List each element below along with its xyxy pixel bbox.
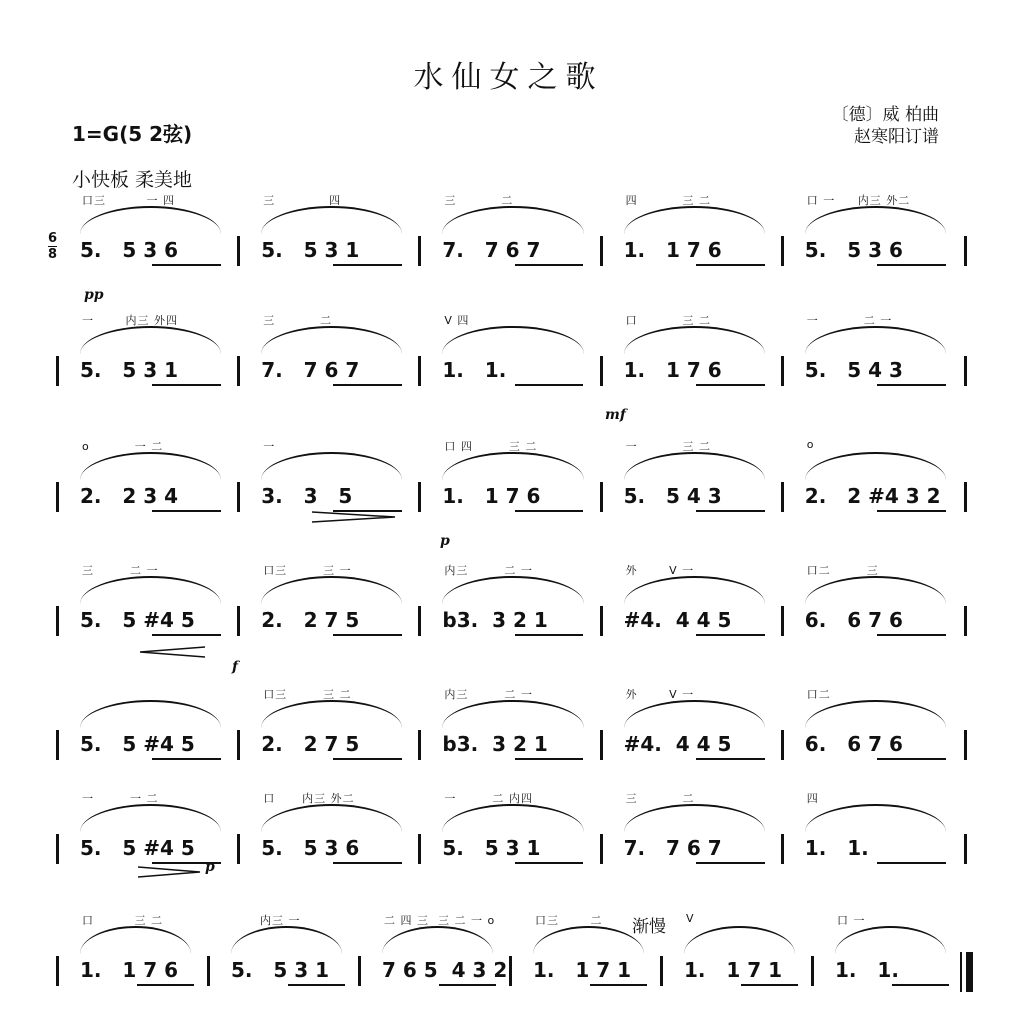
slur [80,452,221,480]
measure-notes: 5. 5 3 1 [231,958,330,982]
fingering-marks: 三 四 [263,194,342,207]
slur [805,576,946,604]
slur [80,926,191,954]
fingering-marks: 口三 三 一 [263,564,352,577]
slur [805,700,946,728]
measure-notes: 7 6 5 4 3 2 [382,958,508,982]
slur [624,326,765,354]
slur [80,804,221,832]
slur [805,206,946,234]
slur [261,452,402,480]
slur [261,804,402,832]
beam-underline [515,264,584,266]
staff-system [0,312,1017,422]
barline [600,356,603,386]
beam-underline [696,384,765,386]
slur [382,926,493,954]
slur [442,326,583,354]
dynamic-marking: mf [605,407,626,423]
fingering-marks: 四 [806,792,819,805]
measure-notes: 5. 5 3 1 [261,238,360,262]
beam-underline [439,984,496,986]
beam-underline [515,862,584,864]
fingering-marks: 口 四 三 二 [444,440,538,453]
fingering-marks: 口二 三 [806,564,879,577]
beam-underline [892,984,949,986]
beam-underline [590,984,647,986]
ts-bottom: 8 [48,247,58,262]
measure [783,312,964,422]
slur [442,576,583,604]
slur [80,576,221,604]
measure [602,192,783,302]
barline [781,730,784,760]
slur [261,576,402,604]
measure-notes: 7. 7 6 7 [442,238,541,262]
fingering-marks: 三 二 [263,314,333,327]
measure-notes: 5. 5 3 6 [261,836,360,860]
fingering-marks: 一 二 内四 [444,792,533,805]
slur [442,206,583,234]
measure [58,192,239,302]
fingering-marks: 一 内三 外四 [82,314,178,327]
measure [58,312,239,422]
fingering-marks: o 一 二 [82,440,164,453]
measure-notes: 3. 3 5 [261,484,353,508]
fingering-marks: 口三 二 [535,914,603,927]
barline [964,482,967,512]
slur [231,926,342,954]
measure-notes: 5. 5 #4 5 [80,732,195,756]
barline [781,356,784,386]
barline [237,834,240,864]
beam-underline [333,758,402,760]
staff-system [0,192,1017,302]
barline [418,236,421,266]
barline [237,482,240,512]
final-barline-thick [966,952,973,992]
measure-notes: 5. 5 3 1 [80,358,179,382]
barline [56,834,59,864]
measure-notes: 1. 1. [442,358,507,382]
barline [811,956,814,986]
slur [533,926,644,954]
slur [624,700,765,728]
piece-title: 水仙女之歌 [413,60,604,95]
slur [442,804,583,832]
barline [600,834,603,864]
barline [418,606,421,636]
barline [781,606,784,636]
beam-underline [696,510,765,512]
beam-underline [877,264,946,266]
beam-underline [877,510,946,512]
slur [80,700,221,728]
decrescendo-hairpin [312,510,399,524]
barline [660,956,663,986]
beam-underline [696,862,765,864]
measure [360,912,511,1022]
measure [239,686,420,796]
barline [964,606,967,636]
measure [239,562,420,672]
staff-system [0,790,1017,900]
slur [80,326,221,354]
measure-notes: 1. 1. [835,958,899,982]
fingering-marks: 内三 二 一 [444,688,533,701]
measure [783,562,964,672]
fingering-marks: 内三 一 [233,914,301,927]
slur [835,926,946,954]
measure-notes: b3. 3 2 1 [442,608,548,632]
tempo-marking: 小快板 柔美地 [72,169,193,191]
measure-notes: 1. 1 7 1 [533,958,632,982]
barline [207,956,210,986]
measure [602,312,783,422]
measure [420,562,601,672]
measure-notes: 5. 5 #4 5 [80,836,195,860]
fingering-marks: 外 V 一 [625,564,695,577]
measure-notes: 2. 2 #4 3 2 [804,484,941,508]
measure-notes: 5. 5 3 6 [80,238,179,262]
barline [56,606,59,636]
measure-notes: 2. 2 7 5 [261,608,360,632]
fingering-marks: V 四 [444,314,470,327]
measure [783,686,964,796]
beam-underline [333,264,402,266]
time-signature [48,232,57,261]
measure-notes: 1. 1. [804,836,869,860]
slur [261,326,402,354]
dynamic-marking: f [232,659,239,675]
composer-credit [832,104,939,148]
measure [420,438,601,548]
measure [602,790,783,900]
fingering-marks: 三 二 [625,792,695,805]
staff-system [0,686,1017,796]
measure [420,686,601,796]
slur [261,206,402,234]
fingering-marks: V [686,912,695,925]
measure-notes: 5. 5 3 6 [804,238,903,262]
barline [781,236,784,266]
staff-system [0,912,1017,1022]
beam-underline [696,758,765,760]
staff-system [0,438,1017,548]
slur [684,926,795,954]
fingering-marks: 二 四 三 三 二 一 o [384,914,496,927]
fingering-marks: 口 三 二 [625,314,712,327]
beam-underline [696,264,765,266]
fingering-marks: 内三 二 一 [444,564,533,577]
dynamic-marking: p [205,859,215,875]
barline [964,834,967,864]
measure-notes: 7. 7 6 7 [623,836,722,860]
measure-notes: 6. 6 7 6 [804,732,903,756]
barline [964,236,967,266]
slur [624,804,765,832]
barline [509,956,512,986]
fingering-marks: 一 [263,440,276,453]
measure-notes: 2. 2 3 4 [80,484,179,508]
measure-notes: 5. 5 #4 5 [80,608,195,632]
measure-notes: b3. 3 2 1 [442,732,548,756]
beam-underline [877,758,946,760]
composer-line: 〔德〕威 柏曲 [831,105,939,125]
dynamic-marking: pp [84,287,104,303]
beam-underline [152,634,221,636]
slur [624,452,765,480]
measure [58,912,209,1022]
fingering-marks: 一 三 二 [625,440,712,453]
measure [58,438,239,548]
measure-notes: 5. 5 3 1 [442,836,541,860]
beam-underline [741,984,798,986]
beam-underline [333,862,402,864]
barline [600,482,603,512]
crescendo-hairpin [140,645,209,659]
beam-underline [877,862,946,864]
barline [56,356,59,386]
fingering-marks: 口 三 二 [82,914,163,927]
measure [420,790,601,900]
barline [964,356,967,386]
beam-underline [696,634,765,636]
measure [602,438,783,548]
fingering-marks: 口二 [806,688,831,701]
barline [418,730,421,760]
measure-notes: #4. 4 4 5 [623,732,732,756]
decrescendo-hairpin [138,865,204,879]
tempo-change: 渐慢 [632,917,666,937]
measure [420,192,601,302]
measure [420,312,601,422]
barline [418,834,421,864]
fingering-marks: 口 一 [837,914,866,927]
measure [602,686,783,796]
final-barline-thin [960,952,962,992]
measure [783,438,964,548]
measure-notes: 2. 2 7 5 [261,732,360,756]
measure [239,790,420,900]
barline [237,730,240,760]
fingering-marks: 一 一 二 [82,792,159,805]
measure [239,192,420,302]
beam-underline [152,510,221,512]
fingering-marks: 三 二 [444,194,514,207]
measure-notes: 1. 1 7 6 [442,484,541,508]
measure-notes: 1. 1 7 6 [623,358,722,382]
measure [239,312,420,422]
beam-underline [515,384,584,386]
barline [781,834,784,864]
barline [237,356,240,386]
barline [358,956,361,986]
fingering-marks: 外 V 一 [625,688,695,701]
slur [442,700,583,728]
barline [781,482,784,512]
slur [80,206,221,234]
measure-notes: #4. 4 4 5 [623,608,732,632]
measure-notes: 5. 5 4 3 [623,484,722,508]
ts-top: 6 [48,231,58,246]
fingering-marks: o [806,438,815,451]
beam-underline [137,984,194,986]
beam-underline [877,384,946,386]
arranger-line: 赵寒阳订谱 [854,127,939,147]
fingering-marks: 口 一 内三 外二 [806,194,911,207]
beam-underline [333,634,402,636]
slur [442,452,583,480]
dynamic-marking: p [440,533,450,549]
slur [805,326,946,354]
fingering-marks: 口三 三 二 [263,688,352,701]
fingering-marks: 口 内三 外二 [263,792,355,805]
beam-underline [515,510,584,512]
fingering-marks: 四 三 二 [625,194,712,207]
fingering-marks: 口三 一 四 [82,194,175,207]
barline [964,730,967,760]
beam-underline [515,758,584,760]
barline [600,730,603,760]
measure [783,192,964,302]
measure-notes: 5. 5 4 3 [804,358,903,382]
measure [813,912,964,1022]
barline [237,236,240,266]
barline [418,482,421,512]
measure-notes: 6. 6 7 6 [804,608,903,632]
beam-underline [152,384,221,386]
beam-underline [877,634,946,636]
measure [662,912,813,1022]
measure [783,790,964,900]
beam-underline [152,264,221,266]
barline [56,730,59,760]
fingering-marks: 三 二 一 [82,564,159,577]
barline [56,956,59,986]
measure [209,912,360,1022]
barline [600,606,603,636]
beam-underline [288,984,345,986]
measure [239,438,420,548]
measure [58,790,239,900]
fingering-marks: 一 二 一 [806,314,893,327]
measure [602,562,783,672]
slur [805,804,946,832]
beam-underline [152,758,221,760]
key-signature: 1=G(5 2弦) [72,122,193,146]
barline [237,606,240,636]
barline [418,356,421,386]
measure-notes: 7. 7 6 7 [261,358,360,382]
slur [805,452,946,480]
barline [600,236,603,266]
slur [624,206,765,234]
measure-notes: 1. 1 7 6 [80,958,179,982]
slur [261,700,402,728]
measure-notes: 1. 1 7 1 [684,958,783,982]
beam-underline [333,384,402,386]
measure [58,686,239,796]
slur [624,576,765,604]
measure-notes: 1. 1 7 6 [623,238,722,262]
barline [56,482,59,512]
beam-underline [515,634,584,636]
